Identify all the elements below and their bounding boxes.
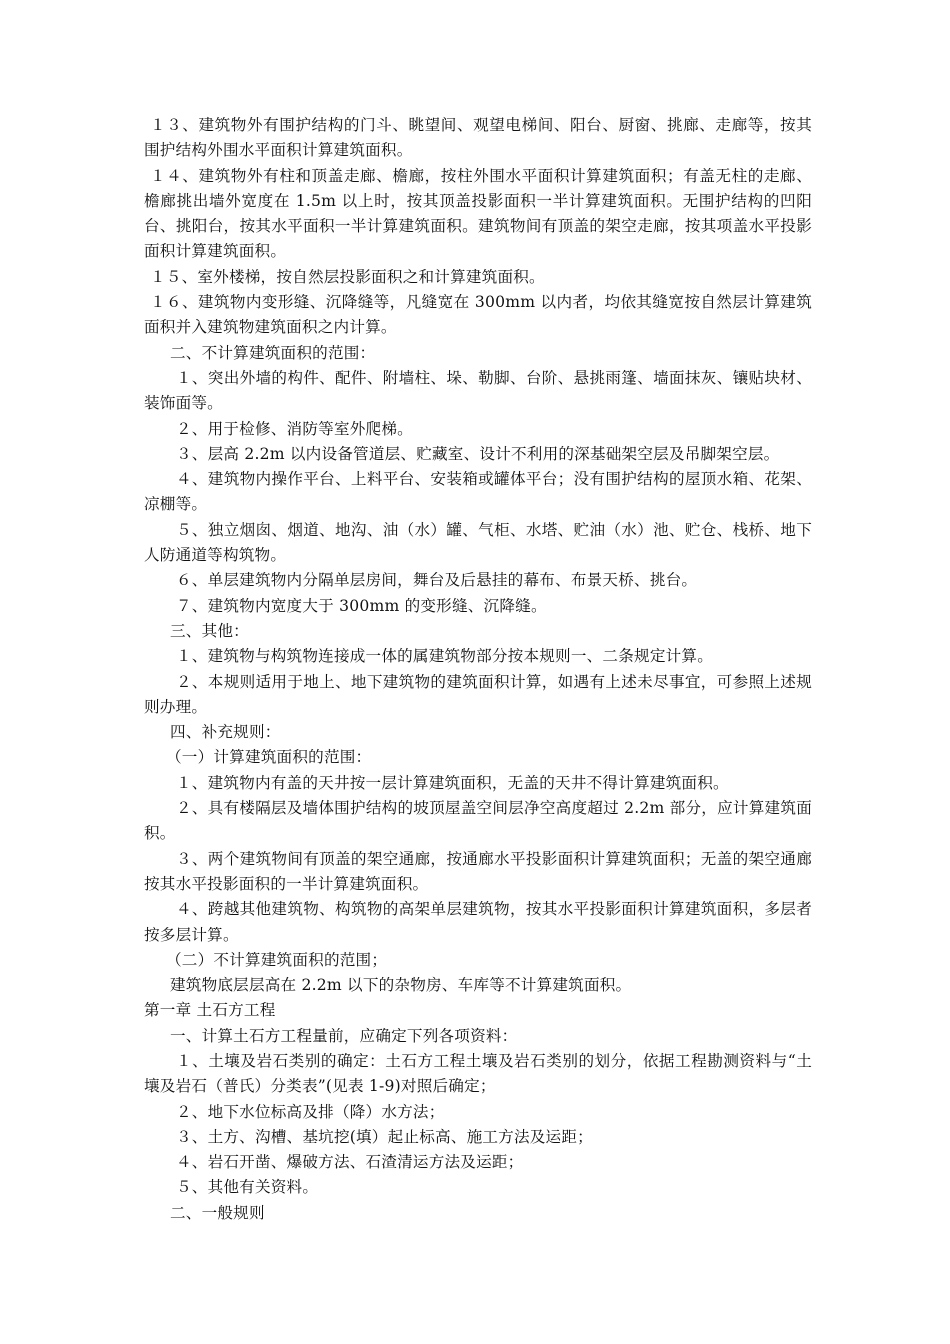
subsection-heading-included: （一）计算建筑面积的范围：	[166, 748, 372, 767]
paragraph-supplement-3: ３、两个建筑物间有顶盖的架空通廊，按通廊水平投影面积计算建筑面积；无盖的架空通廊按其水平投影面积的一半计算建筑面积。	[144, 849, 812, 893]
paragraph-excluded-5: ５、独立烟囱、烟道、地沟、油（水）罐、气柜、水塔、贮油（水）池、贮仓、栈桥、地下人防通道等构筑物。	[144, 520, 812, 565]
paragraph-excluded-6: ６、单层建筑物内分隔单层房间，舞台及后悬挂的幕布、布景天桥、挑台。	[176, 571, 698, 590]
paragraph-prereq-4: ４、岩石开凿、爆破方法、石渣清运方法及运距；	[176, 1153, 524, 1172]
paragraph-rule-14: １４、建筑物外有柱和顶盖走廊、檐廊，按柱外围水平面积计算建筑面积；有盖无柱的走廊、檐廊挑出墙外宽度在 1.5m 以上时，按其顶盖投影面积一半计算建筑面积。无围护结构的凹阳台、挑阳台，按其水平面积一半计算建筑面积。建筑物间有顶盖的架空走廊，按其项盖水平投影面积计算建筑面积。	[144, 166, 812, 261]
paragraph-excluded-2: ２、用于检修、消防等室外爬梯。	[176, 419, 413, 438]
section-heading-other: 三、其他：	[170, 621, 249, 640]
paragraph-prereq-2: ２、地下水位标高及排（降）水方法；	[176, 1102, 445, 1121]
paragraph-supplement-4: ４、跨越其他建筑物、构筑物的高架单层建筑物，按其水平投影面积计算建筑面积，多层者按多层计算。	[144, 900, 812, 944]
chapter-title: 第一章 土石方工程	[144, 1001, 276, 1020]
paragraph-not-included: 建筑物底层层高在 2.2m 以下的杂物房、车库等不计算建筑面积。	[170, 976, 632, 995]
section-heading-excluded: 二、不计算建筑面积的范围：	[170, 343, 376, 362]
section-heading-supplement: 四、补充规则：	[170, 723, 281, 742]
section-heading-prerequisites: 一、计算土石方工程量前，应确定下列各项资料：	[170, 1026, 518, 1045]
paragraph-excluded-4: ４、建筑物内操作平台、上料平台、安装箱或罐体平台；没有围护结构的屋顶水箱、花架、凉棚等。	[144, 470, 812, 514]
document-body	[144, 113, 812, 1226]
paragraph-rule-16: １６、建筑物内变形缝、沉降缝等，凡缝宽在 300mm 以内者，均依其缝宽按自然层计算建筑面积并入建筑物建筑面积之内计算。	[144, 293, 812, 337]
paragraph-prereq-5: ５、其他有关资料。	[176, 1178, 319, 1197]
paragraph-excluded-1: １、突出外墙的构件、配件、附墙柱、垛、勒脚、台阶、悬挑雨篷、墙面抹灰、镶贴块材、装饰面等。	[144, 368, 812, 413]
paragraph-rule-13: １３、建筑物外有围护结构的门斗、眺望间、观望电梯间、阳台、厨窗、挑廊、走廊等，按其围护结构外围水平面积计算建筑面积。	[144, 116, 812, 160]
subsection-heading-not-included: （二）不计算建筑面积的范围；	[166, 950, 388, 969]
paragraph-excluded-3: ３、层高 2.2m 以内设备管道层、贮藏室、设计不利用的深基础架空层及吊脚架空层。	[176, 444, 780, 463]
paragraph-other-1: １、建筑物与构筑物连接成一体的属建筑物部分按本规则一、二条规定计算。	[176, 647, 713, 666]
section-heading-general-rules: 二、一般规则	[170, 1203, 265, 1222]
paragraph-prereq-1: １、土壤及岩石类别的确定：土石方工程土壤及岩石类别的划分，依据工程勘测资料与“土壤及岩石（普氏）分类表”(见表 1-9)对照后确定；	[144, 1051, 812, 1096]
paragraph-supplement-1: １、建筑物内有盖的天井按一层计算建筑面积，无盖的天井不得计算建筑面积。	[176, 773, 729, 792]
paragraph-rule-15: １５、室外楼梯，按自然层投影面积之和计算建筑面积。	[150, 267, 545, 286]
paragraph-excluded-7: ７、建筑物内宽度大于 300mm 的变形缝、沉降缝。	[176, 596, 547, 615]
paragraph-supplement-2: ２、具有楼隔层及墙体围护结构的坡顶屋盖空间层净空高度超过 2.2m 部分，应计算建筑面积。	[144, 799, 812, 843]
paragraph-prereq-3: ３、土方、沟槽、基坑挖(填）起止标高、施工方法及运距；	[176, 1127, 593, 1146]
paragraph-other-2: ２、本规则适用于地上、地下建筑物的建筑面积计算，如遇有上述未尽事宜，可参照上述规则办理。	[144, 672, 812, 716]
